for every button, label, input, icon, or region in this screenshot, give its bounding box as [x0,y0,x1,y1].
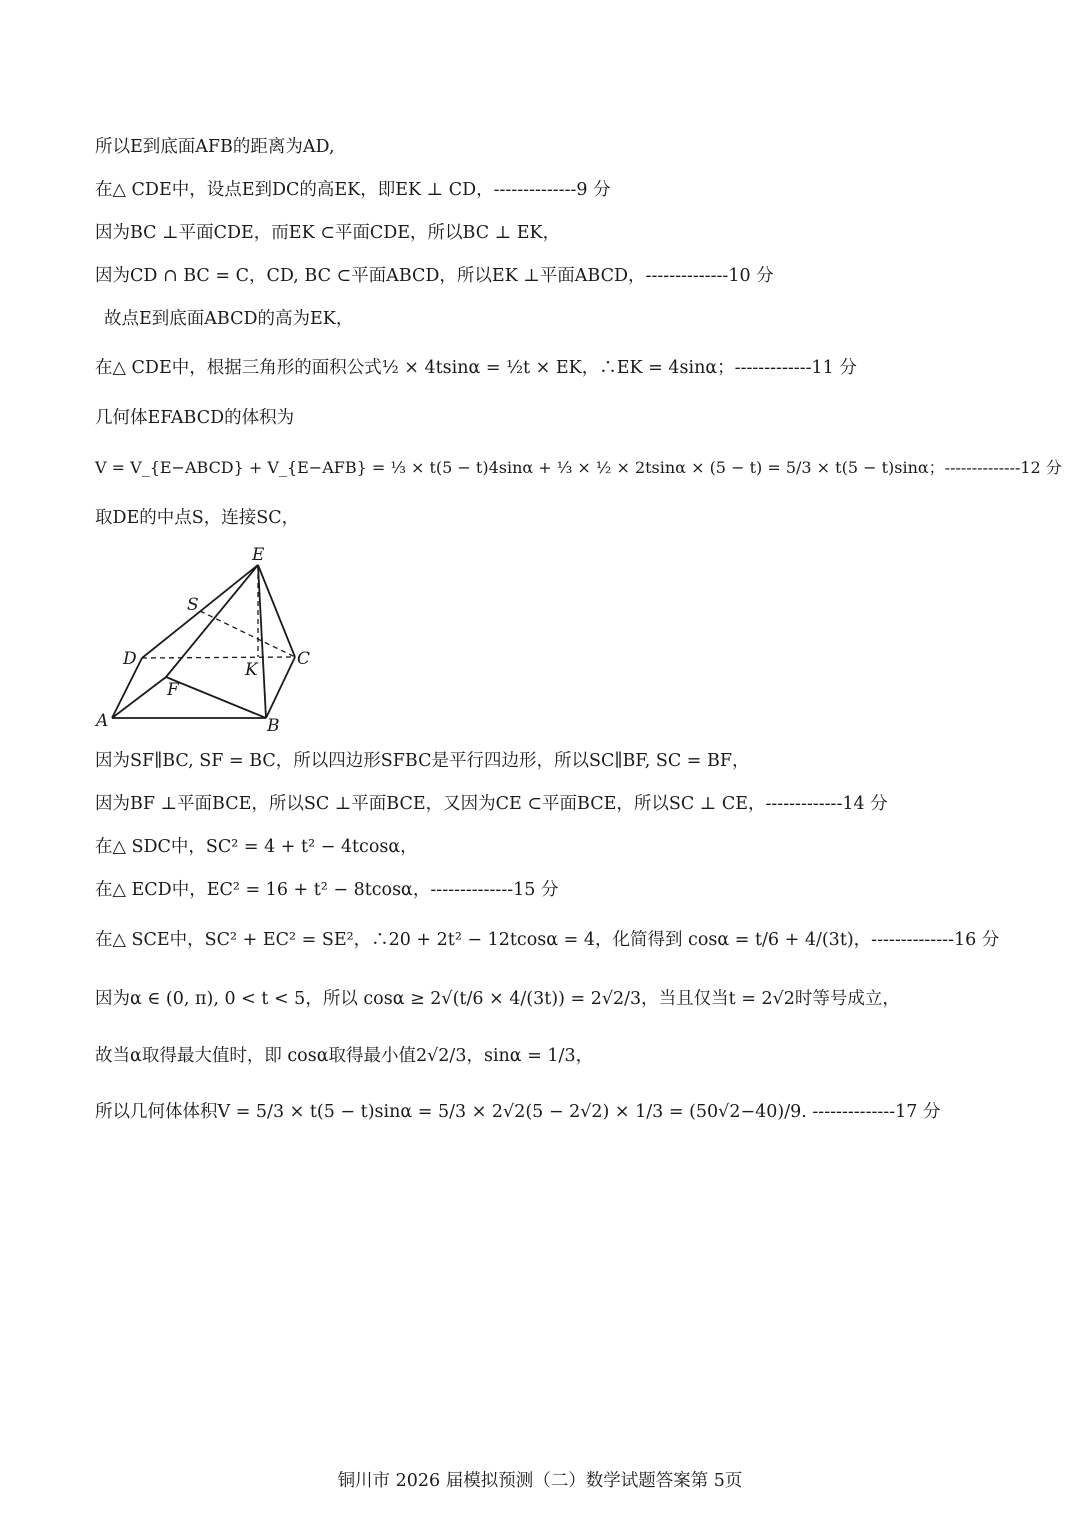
label-s: S [187,595,199,615]
text-line: 因为SF∥BC, SF = BC，所以四边形SFBC是平行四边形，所以SC∥BF, SC = BF， [95,751,750,771]
text-line: 故点E到底面ABCD的高为EK， [104,309,354,329]
text-line: 因为BF ⊥平面BCE，所以SC ⊥平面BCE，又因为CE ⊂平面BCE，所以SC ⊥ CE，-------------14 分 [95,794,888,814]
text-line: 所以E到底面AFB的距离为AD, [95,137,335,157]
label-f: F [167,680,179,700]
label-d: D [123,649,137,669]
label-k: K [245,660,258,680]
text-line: V = V_{E−ABCD} + V_{E−AFB} = ⅓ × t(5 − t)4sinα + ⅓ × ½ × 2tsinα × (5 − t) = 5/3 × t(5 − t)sinα；--------------12 分 [95,458,1062,477]
text-line: 因为CD ∩ BC = C，CD, BC ⊂平面ABCD，所以EK ⊥平面ABCD，--------------10 分 [95,266,774,286]
text-line: 故当α取得最大值时，即 cosα取得最小值2√2/3，sinα = 1/3， [95,1046,594,1066]
text-line: 几何体EFABCD的体积为 [95,408,295,428]
text-line: 因为α ∈ (0, π), 0 < t < 5，所以 cosα ≥ 2√(t/6 × 4/(3t)) = 2√2/3，当且仅当t = 2√2时等号成立， [95,989,900,1009]
label-c: C [297,649,311,669]
pyramid-diagram [90,540,330,735]
text-line: 在△ CDE中，设点E到DC的高EK，即EK ⊥ CD，--------------9 分 [95,180,611,200]
label-e: E [252,545,265,565]
text-line: 在△ CDE中，根据三角形的面积公式½ × 4tsinα = ½t × EK，∴EK = 4sinα；-------------11 分 [95,358,857,378]
label-a: A [96,711,109,731]
label-b: B [267,716,280,735]
page-footer: 铜川市 2026 届模拟预测（二）数学试题答案第 5页 [337,1471,743,1491]
text-line: 所以几何体体积V = 5/3 × t(5 − t)sinα = 5/3 × 2√2(5 − 2√2) × 1/3 = (50√2−40)/9. --------------17 分 [95,1102,941,1122]
text-line: 在△ SDC中，SC² = 4 + t² − 4tcosα， [95,837,418,857]
geometry-figure [90,540,330,735]
text-line: 取DE的中点S，连接SC， [95,508,300,528]
text-line: 因为BC ⊥平面CDE，而EK ⊂平面CDE，所以BC ⊥ EK， [95,223,561,243]
text-line: 在△ ECD中，EC² = 16 + t² − 8tcosα，--------------15 分 [95,880,559,900]
text-line: 在△ SCE中，SC² + EC² = SE²，∴20 + 2t² − 12tcosα = 4，化简得到 cosα = t/6 + 4/(3t)，--------------16 分 [95,930,1000,950]
